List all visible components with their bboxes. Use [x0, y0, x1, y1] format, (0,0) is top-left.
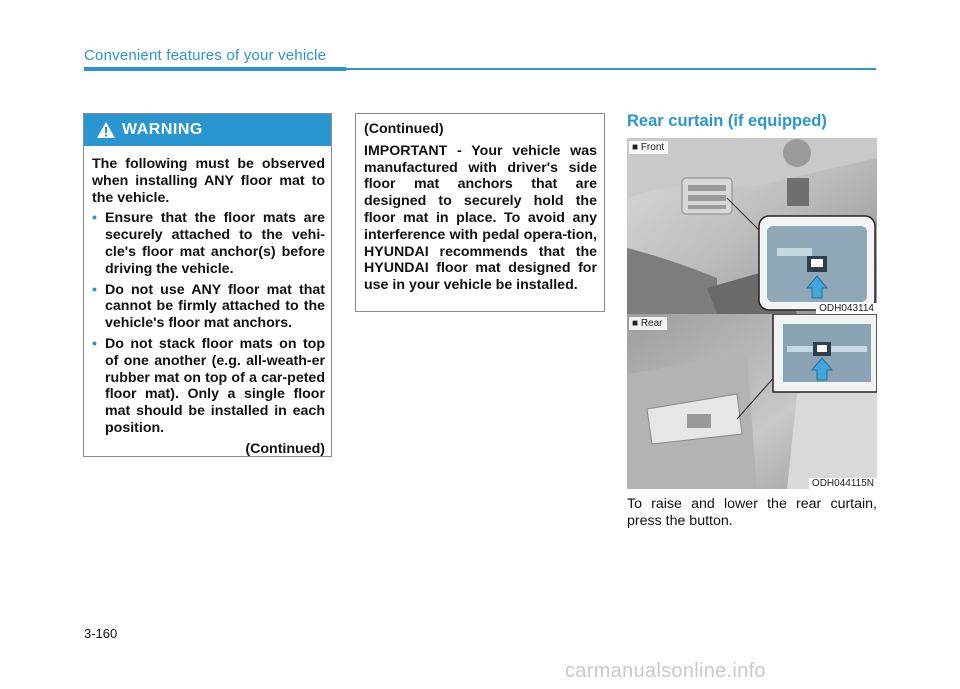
warning-bullet: • Ensure that the floor mats are securely attached to the vehi-cle's floor mat anchor(s) before driving the vehicle.: [92, 210, 325, 277]
rear-curtain-description: To raise and lower the rear curtain, press the button.: [627, 496, 877, 529]
continued-box: [355, 113, 605, 312]
warning-bullet: • Do not use ANY floor mat that cannot be firmly attached to the vehicle's floor mat anchors.: [92, 281, 325, 332]
front-photo-label: ■ Front: [629, 141, 668, 154]
rear-photo-label: ■ Rear: [629, 317, 667, 330]
continued-body: [364, 121, 597, 299]
bullet-icon: •: [92, 335, 97, 352]
warning-bullet: • Do not stack floor mats on top of one another (e.g. all-weath-er rubber mat on top of a car-peted floor mat). Only a single floor mat should be installed in each position.: [92, 335, 325, 436]
front-console-photo: [627, 138, 877, 314]
front-console-illustration: [627, 138, 877, 314]
warning-intro: The following must be observed when installing ANY floor mat to the vehicle.: [92, 156, 325, 206]
warning-label: WARNING: [122, 121, 203, 138]
rear-photo-code: ODH044115N: [809, 478, 877, 489]
front-photo-code: ODH043114: [816, 303, 877, 314]
warning-list: [92, 210, 325, 436]
warning-triangle-icon: [96, 121, 116, 139]
page-number: 3-160: [84, 626, 118, 641]
section-title: Convenient features of your vehicle: [84, 47, 327, 64]
warning-box: [83, 113, 332, 457]
rear-console-photo: [627, 314, 877, 489]
continued-heading: (Continued): [364, 121, 444, 137]
bullet-icon: •: [92, 210, 97, 227]
bullet-icon: •: [92, 281, 97, 298]
watermark: carmanualsonline.info: [565, 660, 766, 682]
header-rule: [346, 68, 876, 70]
rear-curtain-title: Rear curtain (if equipped): [627, 112, 827, 130]
warning-continued: (Continued): [245, 440, 325, 457]
continued-text: IMPORTANT - Your vehicle was manufactured with driver's side floor mat anchors that are designed to securely hold the floor mat in place. To avoid any interference with pedal opera-tion, HYUNDAI recommends that the HYUNDAI floor mat designed for use in your vehicle be installed.: [364, 142, 597, 294]
header-rule-accent: [84, 67, 346, 71]
warning-body: [92, 156, 325, 462]
warning-header: [84, 114, 331, 146]
rear-console-illustration: [627, 314, 877, 489]
